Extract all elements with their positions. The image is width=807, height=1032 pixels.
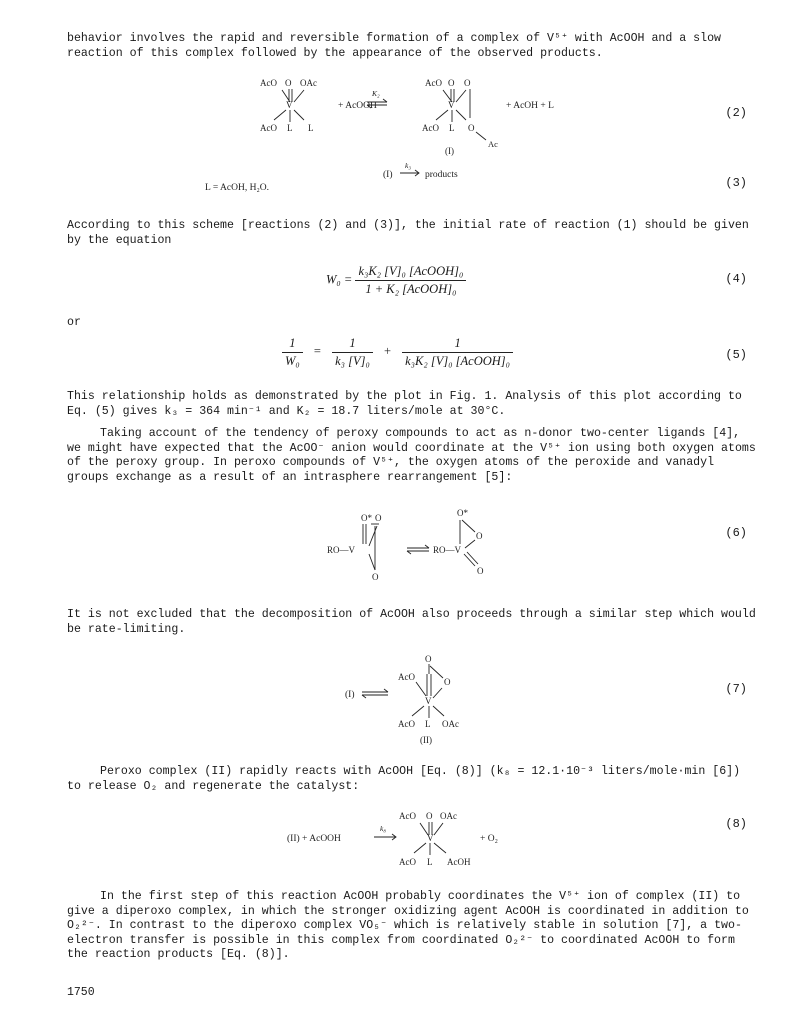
s7-bottom-mid: L: [425, 719, 431, 729]
s2b-top-left: AcO: [425, 78, 442, 88]
equation-3: [200, 160, 500, 196]
s7-bottom-right: OAc: [442, 719, 459, 729]
equation-5: $\frac{1}{\text{W₀}}$ = $\frac{1}{\text{k₃ [V]₀}}$ + $\frac{1}{\text{k₃K₂ [V]₀ [AcOOH]₀}}$: [282, 336, 513, 369]
s2b-bottom-mid: L: [449, 123, 455, 133]
s7-top: O: [425, 654, 432, 664]
s2b-far: Ac: [488, 139, 498, 149]
equation-number-8: (8): [725, 817, 747, 831]
eq3-products: products: [425, 170, 458, 180]
s6b-top-star: O*: [457, 508, 468, 518]
s2a-center: V: [286, 100, 293, 110]
paragraph-or: or: [67, 316, 81, 329]
s2a-top-right: OAc: [300, 78, 317, 88]
s8-bottom-right: AcOH: [447, 857, 471, 867]
s2a-top-mid: O: [285, 78, 292, 88]
page-number: 1750: [67, 986, 95, 999]
eq8-k-label: k₈: [380, 824, 386, 833]
paragraph-peroxy-ligands: Taking account of the tendency of peroxy compounds to act as n-donor two-center ligands [4], we might have expected that the AcOO⁻ anion would coordinate at the V⁵⁺ ion using both oxygen atoms of the peroxy group. In peroxo compounds of V⁵⁺, the oxygen atoms of the peroxide and vanadyl groups exchange as a result of an intrasphere rearrangement [5]:: [67, 427, 756, 484]
equation-number-3: (3): [725, 176, 747, 190]
eq2-label-I: (I): [445, 146, 454, 156]
eq5-term2: [402, 336, 513, 369]
s8-center: V: [427, 833, 434, 843]
paragraph-rate-equation: According to this scheme [reactions (2) and (3)], the initial rate of reaction (1) should be given by the equation: [67, 219, 749, 247]
eq5-lhs-num: 1: [282, 336, 303, 353]
s6a-left: RO—V: [327, 545, 356, 555]
equation-number-6: (6): [725, 526, 747, 540]
equation-number-2: (2): [725, 106, 747, 120]
eq4-fraction: [355, 264, 466, 297]
s2b-bottom-right: O: [468, 123, 475, 133]
s2a-bottom-mid: L: [287, 123, 293, 133]
s6b-left: RO—V: [433, 545, 462, 555]
eq3-I: (I): [383, 170, 393, 180]
s8-top-mid: O: [426, 811, 433, 821]
equation-number-4: (4): [725, 272, 747, 286]
s6a-top-star: O*: [361, 513, 372, 523]
s2b-top-right: O: [464, 78, 471, 88]
paragraph-rate-limiting: It is not excluded that the decomposition of AcOOH also proceeds through a similar step which would be rate-limiting.: [67, 608, 756, 636]
s2b-top-mid: O: [448, 78, 455, 88]
eq7-label-II: (II): [420, 735, 432, 745]
paragraph-fig1-analysis: This relationship holds as demonstrated by the plot in Fig. 1. Analysis of this plot according to Eq. (5) gives k₃ = 364 min⁻¹ and K₂ = 18.7 liters/mole at 30°C.: [67, 390, 742, 418]
s8-top-right: OAc: [440, 811, 457, 821]
s2a-bottom-left: AcO: [260, 123, 277, 133]
s8-top-left: AcO: [399, 811, 416, 821]
paragraph-peroxo-complex: Peroxo complex (II) rapidly reacts with AcOOH [Eq. (8)] (k₈ = 12.1·10⁻³ liters/mole·min [6]) to release O₂ and regenerate the catalyst:: [67, 765, 741, 793]
eq7-I: (I): [345, 690, 355, 700]
eq5-term1-den: k₃ [V]₀: [335, 354, 370, 368]
s2b-bottom-left: AcO: [422, 123, 439, 133]
paragraph-diperoxo: In the first step of this reaction AcOOH probably coordinates the V⁵⁺ ion of complex (II) to give a diperoxo complex, in which the stronger oxidizing agent AcOOH is coordinated in addition to O₂²⁻. In contrast to the diperoxo complex VO₅⁻ which is relatively stable in solution [7], a two-electron transfer is possible in this complex from coordinated O₂²⁻ to coordinated AcOOH to form the reaction products [Eq. (8)].: [67, 890, 749, 962]
eq3-L-definition: L = AcOH, H₂O.: [205, 183, 269, 193]
eq3-k-label: k₃: [405, 161, 411, 170]
equation-number-7: (7): [725, 682, 747, 696]
eq8-lhs: (II) + AcOOH: [287, 834, 341, 844]
s7-bottom-left: AcO: [398, 719, 415, 729]
equation-4: [326, 264, 466, 297]
eq2-k-label: K₂: [372, 89, 380, 98]
eq5-term1: [332, 336, 373, 369]
s8-bottom-mid: L: [427, 857, 433, 867]
s7-center: V: [425, 696, 432, 706]
eq4-lhs: W₀ =: [326, 272, 353, 287]
equation-7-structures: [340, 652, 500, 748]
eq5-term2-num: 1: [402, 336, 513, 353]
s6a-bottom: O: [372, 572, 379, 582]
eq2-plus-acooh: + AcOOH: [338, 101, 377, 111]
eq8-plus-o2: + O₂: [480, 834, 498, 844]
s7-top-left: AcO: [398, 672, 415, 682]
s6b-bottom: O: [477, 566, 484, 576]
s2b-center: V: [448, 100, 455, 110]
s2a-bottom-right: L: [308, 123, 314, 133]
s6a-top: O: [375, 513, 382, 523]
equation-8-structures: [282, 805, 522, 869]
equation-number-5: (5): [725, 348, 747, 362]
equation-6-structures: [325, 506, 535, 586]
eq2-plus-products: + AcOH + L: [506, 101, 554, 111]
s2a-top-left: AcO: [260, 78, 277, 88]
equation-2-structures: [250, 74, 580, 160]
eq5-term2-den: k₃K₂ [V]₀ [AcOOH]₀: [405, 354, 511, 368]
s8-bottom-left: AcO: [399, 857, 416, 867]
eq4-numerator: k₃K₂ [V]₀ [AcOOH]₀: [355, 264, 466, 281]
eq5-lhs-den: W₀: [285, 354, 300, 368]
s7-right: O: [444, 677, 451, 687]
paragraph-intro: behavior involves the rapid and reversible formation of a complex of V⁵⁺ with AcOOH and a slow reaction of this complex followed by the appearance of the observed products.: [67, 32, 722, 60]
s6b-right: O: [476, 531, 483, 541]
eq5-lhs: [282, 336, 303, 369]
eq5-term1-num: 1: [332, 336, 373, 353]
eq4-denominator: 1 + K₂ [AcOOH]₀: [365, 282, 457, 296]
